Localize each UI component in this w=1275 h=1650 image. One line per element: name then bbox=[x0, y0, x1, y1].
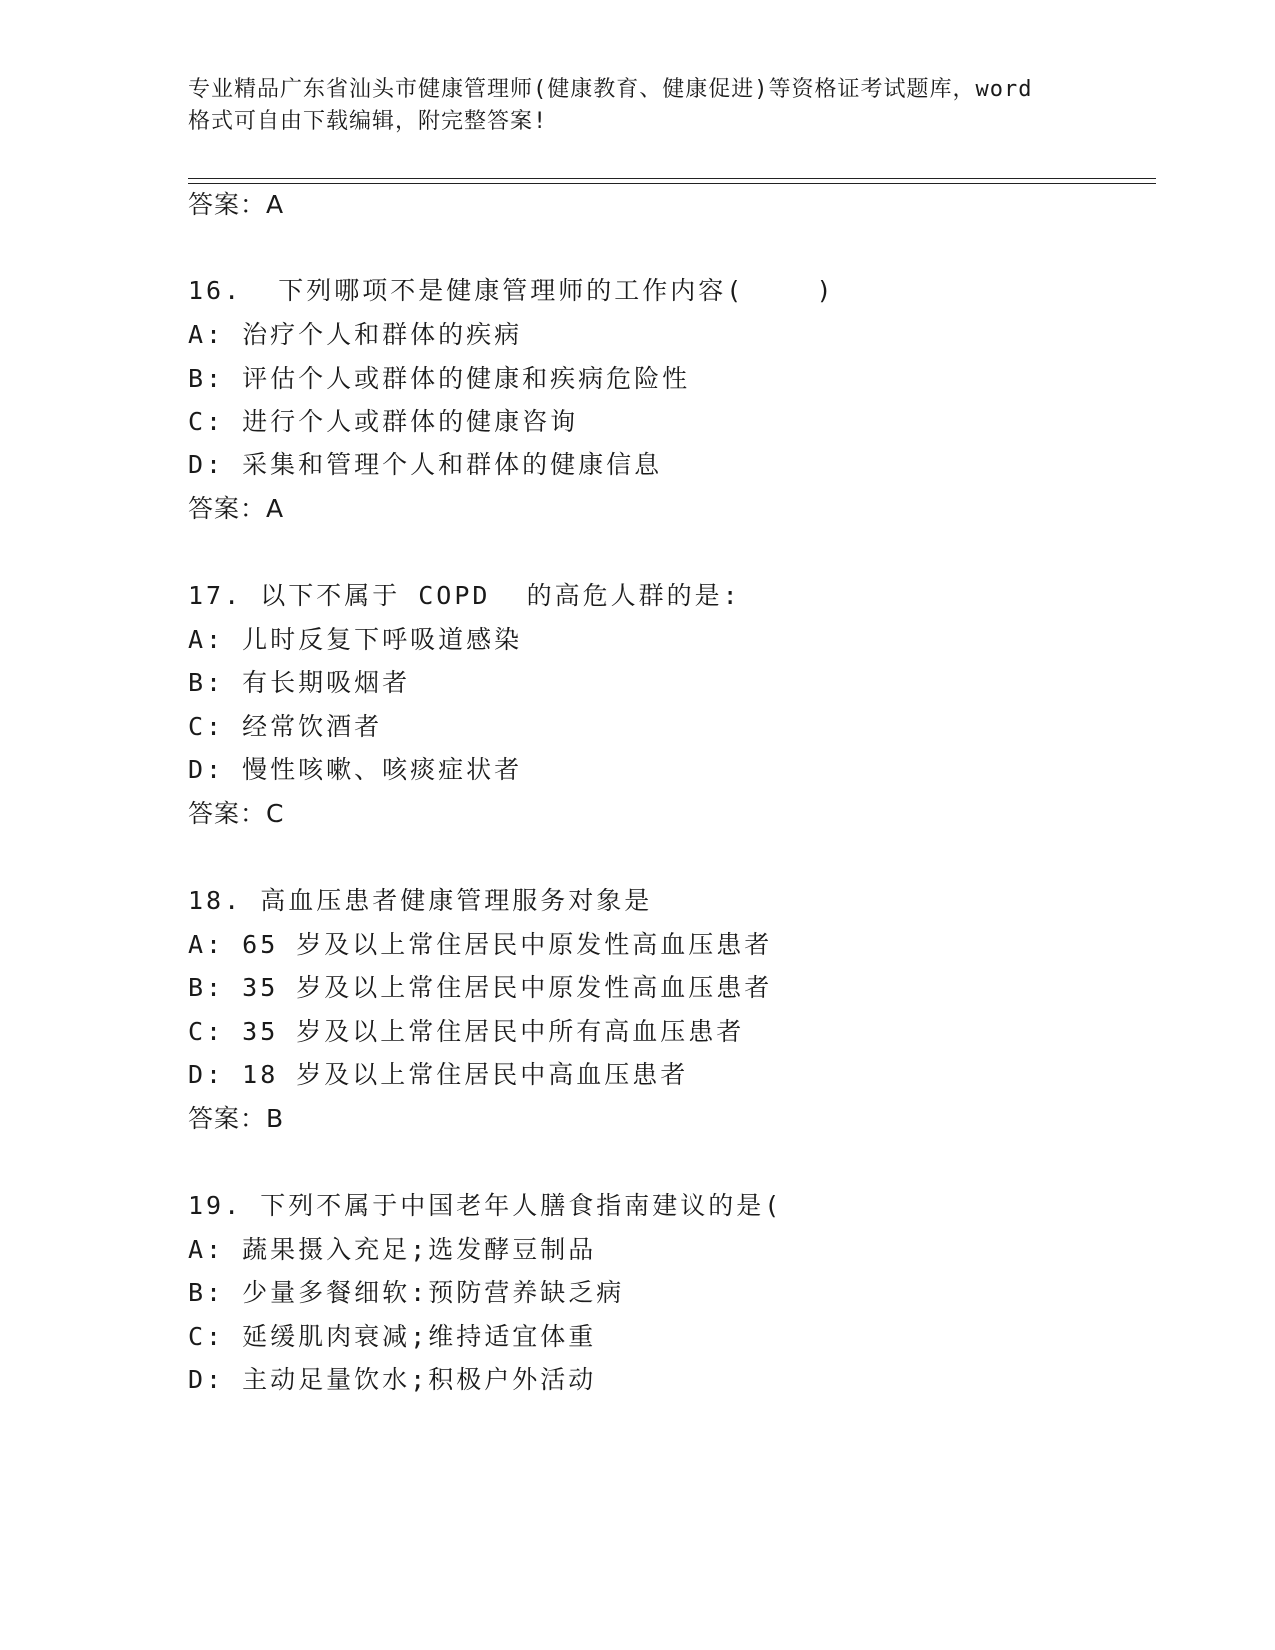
question-16-answer: 答案：A bbox=[188, 494, 285, 523]
question-19-option-a: A: 蔬果摄入充足;选发酵豆制品 bbox=[188, 1235, 597, 1264]
question-17-option-d: D: 慢性咳嗽、咳痰症状者 bbox=[188, 755, 523, 784]
question-18-stem: 18. 高血压患者健康管理服务对象是 bbox=[188, 886, 653, 915]
question-16-option-a: A: 治疗个人和群体的疾病 bbox=[188, 320, 523, 349]
question-17-answer: 答案：C bbox=[188, 799, 285, 828]
question-17-option-c: C: 经常饮酒者 bbox=[188, 712, 383, 741]
question-16-option-d: D: 采集和管理个人和群体的健康信息 bbox=[188, 450, 663, 479]
question-17-option-b: B: 有长期吸烟者 bbox=[188, 668, 411, 697]
question-19-option-c: C: 延缓肌肉衰减;维持适宜体重 bbox=[188, 1322, 597, 1351]
question-18-option-b: B: 35 岁及以上常住居民中原发性高血压患者 bbox=[188, 973, 773, 1002]
question-17-option-a: A: 儿时反复下呼吸道感染 bbox=[188, 625, 523, 654]
question-18-option-d: D: 18 岁及以上常住居民中高血压患者 bbox=[188, 1060, 689, 1089]
question-18-option-c: C: 35 岁及以上常住居民中所有高血压患者 bbox=[188, 1017, 745, 1046]
question-18-option-a: A: 65 岁及以上常住居民中原发性高血压患者 bbox=[188, 930, 773, 959]
question-16-option-b: B: 评估个人或群体的健康和疾病危险性 bbox=[188, 364, 691, 393]
previous-answer: 答案：A bbox=[188, 190, 285, 219]
question-18-answer: 答案：B bbox=[188, 1104, 285, 1133]
header-divider-top bbox=[188, 178, 1156, 179]
header-divider-bottom bbox=[188, 183, 1156, 184]
question-16-option-c: C: 进行个人或群体的健康咨询 bbox=[188, 407, 579, 436]
question-19-option-d: D: 主动足量饮水;积极户外活动 bbox=[188, 1365, 597, 1394]
document-header bbox=[188, 74, 1088, 138]
question-19-option-b: B: 少量多餐细软:预防营养缺乏病 bbox=[188, 1278, 625, 1307]
question-17-stem: 17. 以下不属于 COPD 的高危人群的是: bbox=[188, 581, 741, 610]
question-19-stem: 19. 下列不属于中国老年人膳食指南建议的是( bbox=[188, 1191, 783, 1220]
header-line-1: 专业精品广东省汕头市健康管理师(健康教育、健康促进)等资格证考试题库，word bbox=[188, 77, 1033, 102]
question-16-stem: 16. 下列哪项不是健康管理师的工作内容( ) bbox=[188, 276, 835, 305]
header-line-2: 格式可自由下载编辑，附完整答案! bbox=[188, 109, 548, 134]
